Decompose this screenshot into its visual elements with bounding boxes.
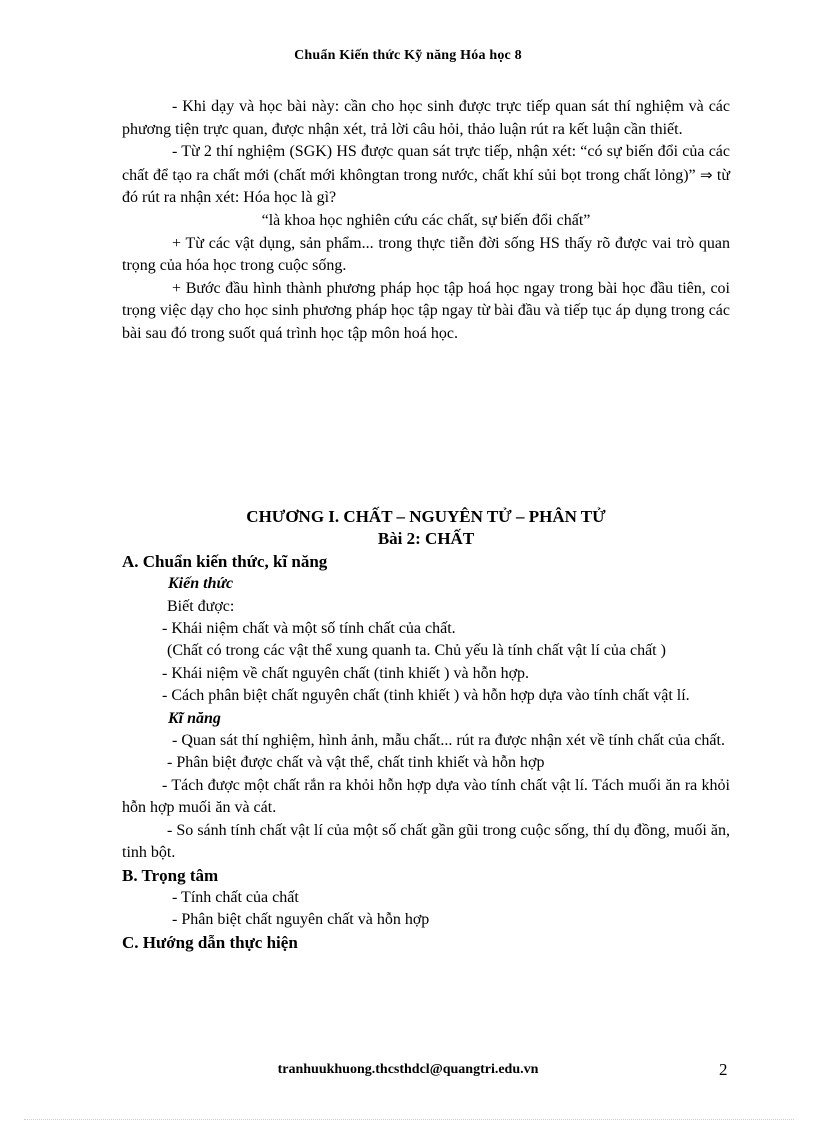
intro-paragraph-4: + Bước đầu hình thành phương pháp học tập hoá học ngay trong bài học đầu tiên, coi trọng việc dạy cho học sinh phương pháp học tập ngay từ bài đầu và tiếp tục áp dụng trong các bài sau đó trong suốt quá trình học tập môn hoá học. xyxy=(122,279,730,342)
intro-paragraph-2-tail: từ đó rút ra nhận xét: Hóa học là gì? xyxy=(122,166,730,207)
knowledge-intro: Biết được: xyxy=(167,597,235,615)
section-c-heading: C. Hướng dẫn thực hiện xyxy=(122,932,298,952)
skill-item-1: - Quan sát thí nghiệm, hình ảnh, mẫu chất... rút ra được nhận xét về tính chất của chất. xyxy=(172,732,725,750)
skill-item-4: - So sánh tính chất vật lí của một số chất gần gũi trong cuộc sống, thí dụ đồng, muối ăn, tinh bột. xyxy=(122,821,730,862)
knowledge-item-3: - Cách phân biệt chất nguyên chất (tinh khiết ) và hỗn hợp dựa vào tính chất vật lí. xyxy=(162,687,690,705)
chapter-title: CHƯƠNG I. CHẤT – NGUYÊN TỬ – PHÂN TỬ xyxy=(246,507,606,526)
implies-arrow-icon: ⇒ xyxy=(699,165,713,184)
knowledge-item-1: - Khái niệm chất và một số tính chất của chất. xyxy=(162,620,456,638)
page-bottom-divider xyxy=(24,1119,794,1120)
lesson-title: Bài 2: CHẤT xyxy=(377,529,475,549)
intro-paragraph-2-text: - Từ 2 thí nghiệm (SGK) HS được quan sát trực tiếp, nhận xét: “có sự biến đổi của các chất để tạo ra chất mới (chất mới khôngtan trong nước, chất khí sủi bọt trong chất lỏng)” xyxy=(122,143,730,184)
footer-email: tranhuukhuong.thcsthdcl@quangtri.edu.vn xyxy=(277,1062,539,1077)
page-number: 2 xyxy=(719,1060,728,1079)
chapter-section xyxy=(122,506,730,954)
focus-item-1: - Tính chất của chất xyxy=(172,888,299,906)
intro-paragraph-3: + Từ các vật dụng, sản phẩm... trong thực tiễn đời sống HS thấy rõ được vai trò quan trọng của hóa học trong cuộc sống. xyxy=(122,234,730,275)
section-b-heading: B. Trọng tâm xyxy=(122,865,219,885)
skill-item-2: - Phân biệt được chất và vật thể, chất tinh khiết và hỗn hợp xyxy=(167,754,545,772)
page-header: Chuẩn Kiến thức Kỹ năng Hóa học 8 xyxy=(294,48,522,63)
skill-item-3: - Tách được một chất rắn ra khỏi hỗn hợp dựa vào tính chất vật lí. Tách muối ăn ra khỏi hỗn hợp muối ăn và cát. xyxy=(122,776,730,817)
intro-section xyxy=(122,96,730,346)
intro-paragraph-1: - Khi dạy và học bài này: cần cho học sinh được trực tiếp quan sát thí nghiệm và các phương tiện trực quan, được nhận xét, trả lời câu hỏi, thảo luận rút ra kết luận cần thiết. xyxy=(122,98,730,138)
section-a-heading: A. Chuẩn kiến thức, kĩ năng xyxy=(122,551,328,571)
knowledge-item-1-note: (Chất có trong các vật thể xung quanh ta. Chủ yếu là tính chất vật lí của chất ) xyxy=(167,642,666,660)
skills-subheading: Kĩ năng xyxy=(168,709,221,727)
knowledge-subheading: Kiến thức xyxy=(168,575,234,593)
knowledge-item-2: - Khái niệm về chất nguyên chất (tinh khiết ) và hỗn hợp. xyxy=(162,664,530,682)
intro-paragraph-2 xyxy=(122,141,730,210)
definition-quote: “là khoa học nghiên cứu các chất, sự biến đổi chất” xyxy=(261,211,591,229)
focus-item-2: - Phân biệt chất nguyên chất và hỗn hợp xyxy=(172,911,430,929)
